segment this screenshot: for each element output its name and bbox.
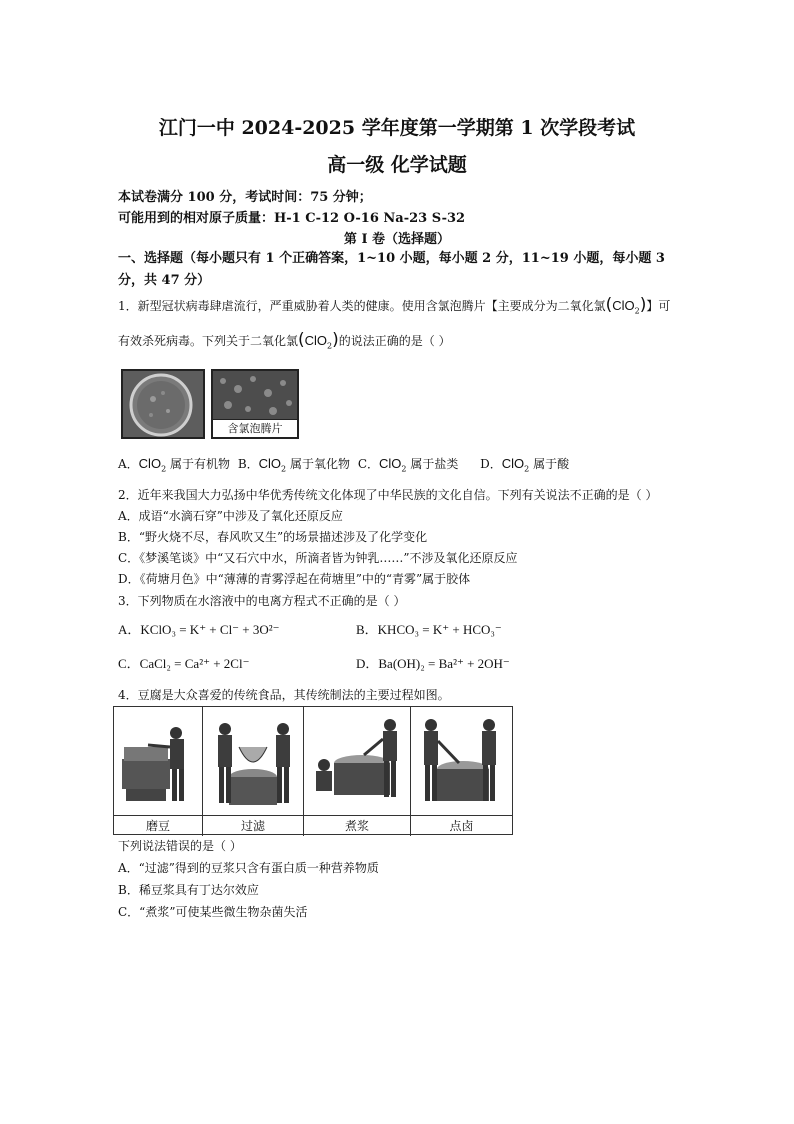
step-coagulating-cell [411, 707, 512, 836]
step-boiling-cell [304, 707, 411, 836]
q2-option-c[interactable]: C．《梦溪笔谈》中“又石穴中水，所滴者皆为钟乳……”不涉及氧化还原反应 [118, 551, 518, 565]
q1-stem-line1: 1．新型冠状病毒肆虐流行，严重威胁着人类的健康。使用含氯泡腾片【主要成分为二氧化氯(ClO$_2$)】可 [118, 295, 671, 316]
q3-stem: 3．下列物质在水溶液中的电离方程式不正确的是（ ） [118, 594, 406, 608]
exam-title: 江门一中 2024-2025 学年度第一学期第 1 次学段考试 [158, 117, 636, 139]
q3-option-d[interactable]: D．Ba(OH)₂ = Ba²⁺ + 2OH⁻ [356, 656, 510, 671]
step-coagulating-label: 点卤 [411, 815, 512, 836]
step-boiling-label: 煮浆 [304, 815, 410, 836]
q1-options [118, 457, 569, 476]
part-one-heading: 第 I 卷（选择题） [343, 232, 451, 247]
step-filtering-cell [203, 707, 304, 836]
q2-option-a[interactable]: A．成语“水滴石穿”中涉及了氧化还原反应 [118, 509, 343, 523]
step-grinding-label: 磨豆 [114, 815, 202, 836]
q4-option-a[interactable]: A．“过滤”得到的豆浆只含有蛋白质一种营养物质 [118, 861, 379, 875]
coagulating-illustration-image [411, 707, 511, 815]
exam-subtitle: 高一级 化学试题 [327, 154, 467, 176]
boiling-illustration-image [304, 707, 410, 815]
filtering-illustration-image [203, 707, 303, 815]
q3-option-a[interactable]: A．KClO₃ = K⁺ + Cl⁻ + 3O²⁻ [118, 622, 280, 637]
tablet-caption: 含氯泡腾片 [213, 419, 297, 438]
step-filtering-label: 过滤 [203, 815, 303, 836]
q1-option-b[interactable]: B．ClO$_2$ 属于氧化物 [237, 456, 350, 474]
tablet-photo-image [121, 369, 205, 439]
exam-info-score-time: 本试卷满分 100 分，考试时间：75 分钟； [118, 190, 372, 205]
q1-option-d[interactable]: D．ClO$_2$ 属于酸 [480, 456, 570, 474]
q4-stem: 4．豆腐是大众喜爱的传统食品，其传统制法的主要过程如图。 [118, 688, 450, 702]
q3-option-c[interactable]: C．CaCl₂ = Ca²⁺ + 2Cl⁻ [118, 656, 250, 671]
exam-info-atomic-masses: 可能用到的相对原子质量：H-1 C-12 O-16 Na-23 S-32 [118, 211, 466, 226]
q2-option-b[interactable]: B．“野火烧不尽，春风吹又生”的场景描述涉及了化学变化 [118, 530, 428, 544]
section-one-heading: 一、选择题（每小题只有 1 个正确答案，1~10 小题，每小题 2 分，11~19 小题，每小题 3 分，共 47 分） [118, 251, 665, 288]
q2-option-d[interactable]: D．《荷塘月色》中“薄薄的青雾浮起在荷塘里”中的“青雾”属于胶体 [118, 572, 471, 586]
tofu-process-table [113, 706, 513, 835]
q1-option-a[interactable]: A．ClO$_2$ 属于有机物 [118, 456, 230, 474]
step-grinding-cell [114, 707, 203, 836]
chlorine-tablet-photo-image [211, 369, 299, 439]
q1-option-c[interactable]: C．ClO$_2$ 属于盐类 [357, 456, 459, 474]
q1-formula: ClO [612, 298, 635, 313]
q4-option-b[interactable]: B．稀豆浆具有丁达尔效应 [118, 883, 259, 897]
grinding-illustration-image [114, 707, 202, 815]
q4-ask: 下列说法错误的是（ ） [118, 839, 242, 853]
q1-stem-line2: 有效杀死病毒。下列关于二氧化氯(ClO$_2$)的说法正确的是（ ） [118, 330, 451, 351]
q3-option-b[interactable]: B．KHCO₃ = K⁺ + HCO₃⁻ [356, 622, 502, 637]
q4-option-c[interactable]: C．“煮浆”可使某些微生物杂菌失活 [118, 905, 308, 919]
q2-stem: 2．近年来我国大力弘扬中华优秀传统文化体现了中华民族的文化自信。下列有关说法不正确的是（ ） [118, 488, 658, 502]
